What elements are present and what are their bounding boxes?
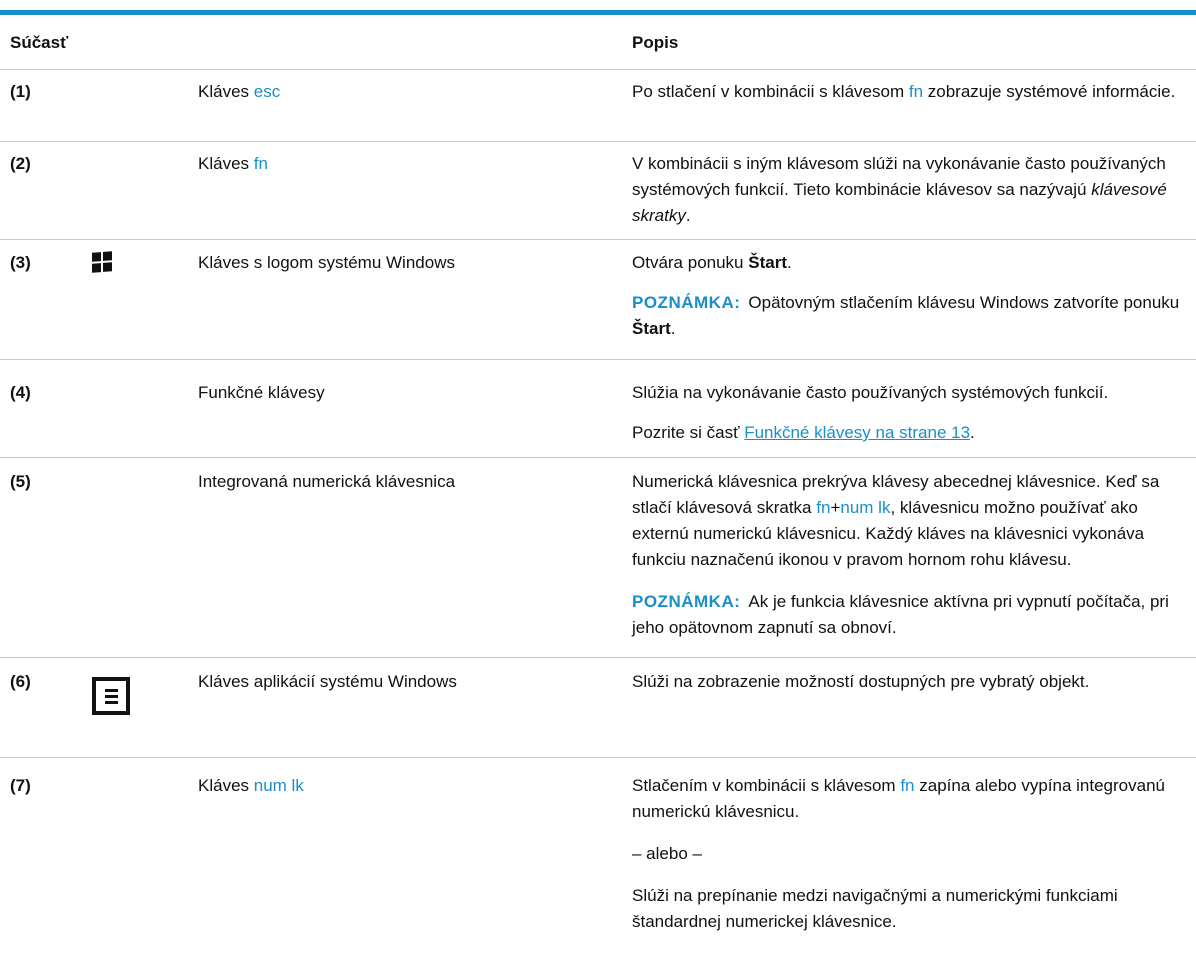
row-number: (1) [10,82,31,101]
row-number: (6) [10,672,31,691]
note-label: POZNÁMKA: [632,293,741,312]
header-description: Popis [632,33,679,52]
header-component: Súčasť [10,33,69,52]
row-number: (3) [10,253,31,272]
component-name: Kláves s logom systému Windows [198,253,455,272]
row-number: (7) [10,776,31,795]
note: POZNÁMKA: Opätovným stlačením klávesu Windows zatvoríte ponuku Štart. [632,293,1180,338]
description: Po stlačení v kombinácii s klávesom fn zobrazuje systémové informácie. [632,82,1176,101]
table-row [0,657,1196,758]
keyword: num lk [840,498,891,517]
component-name: Kláves fn [198,154,268,173]
description: V kombinácii s iným klávesom slúži na vykonávanie často používaných systémových funkcií. Tieto kombinácie klávesov sa nazývajú klávesové skratky. [632,154,1167,225]
table-row [0,69,1196,142]
row-number: (5) [10,472,31,491]
keyword: fn [253,154,268,173]
description: Slúži na zobrazenie možností dostupných pre vybratý objekt. [632,672,1090,691]
row-number: (2) [10,154,31,173]
alternative-separator: – alebo – [632,844,702,863]
windows-application-key-icon [92,677,130,715]
keyword: esc [253,82,281,101]
table-header-row [0,30,1196,64]
description: Numerická klávesnica prekrýva klávesy abecednej klávesnice. Keď sa stlačí klávesová skratka fn+num lk, klávesnicu možno používať ako externú numerickú klávesnicu. Každý kláves na klávesnici vykonáva funkciu naznačenú ikonou v pravom hornom rohu klávesu. POZNÁMKA: Ak je funkcia klávesnice aktívna pri vypnutí počítača, pri jeho opätovnom zapnutí sa obnoví. [632,469,1192,641]
windows-logo-icon [92,252,112,272]
component-name: Kláves num lk [198,776,304,795]
table-row [0,141,1196,240]
description: Slúžia na vykonávanie často používaných systémových funkcií. Pozrite si časť Funkčné klávesy na strane 13. [632,383,1109,442]
note: POZNÁMKA: Ak je funkcia klávesnice aktívna pri vypnutí počítača, pri jeho opätovnom zapnutí sa obnoví. [632,592,1169,637]
component-name: Integrovaná numerická klávesnica [198,472,456,491]
table-top-rule [0,10,1196,15]
table-row [0,239,1196,360]
keyword: fn [816,498,831,517]
note-label: POZNÁMKA: [632,592,741,611]
component-name: Kláves aplikácií systému Windows [198,672,457,691]
keyword: fn [908,82,924,101]
keyword: num lk [253,776,304,795]
table-row [0,757,1196,980]
component-name: Funkčné klávesy [198,383,325,402]
cross-reference-link[interactable]: Funkčné klávesy na strane 13 [744,423,971,442]
table-row [0,457,1196,658]
table-row [0,359,1196,458]
component-name: Kláves esc [198,82,281,101]
description: Otvára ponuku Štart. POZNÁMKA: Opätovným stlačením klávesu Windows zatvoríte ponuku Štart. [632,250,1192,342]
keyword: fn [900,776,915,795]
description: Stlačením v kombinácii s klávesom fn zapína alebo vypína integrovanú numerickú klávesnicu. – alebo – Slúži na prepínanie medzi navigačnými a numerickými funkciami štandardnej numerickej klávesnice. [632,773,1192,935]
row-number: (4) [10,383,31,402]
